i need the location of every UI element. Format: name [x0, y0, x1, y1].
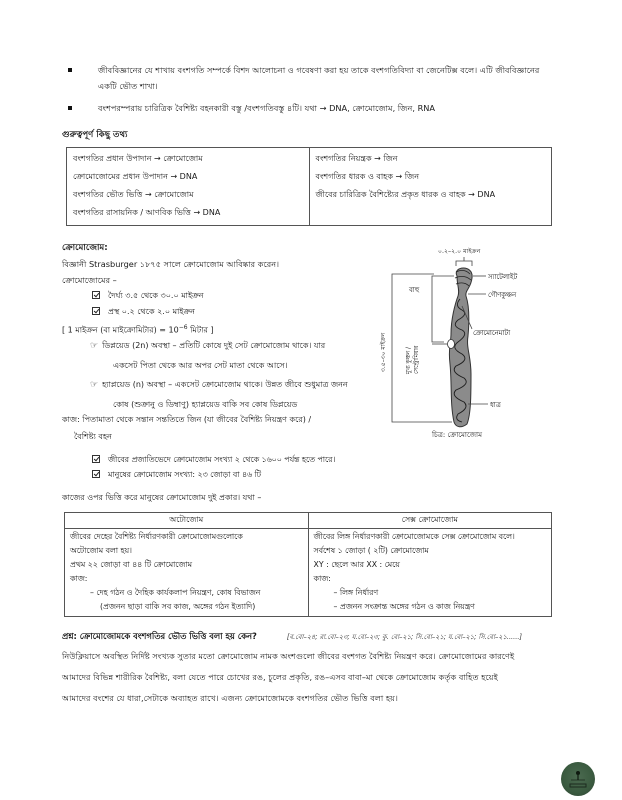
fact-item: জীবের চারিত্রিক বৈশিষ্ট্যের প্রকৃত ধারক ও বাহক → DNA	[315, 190, 496, 199]
answer-line: আমাদের বিভিন্ন শারীরিক বৈশিষ্ট্য, বলা যেতে পারে চোখের রঙ, চুলের প্রকৃতি, রঙ–এসব বাবা–মা থেকে ক্রোমোজোম কর্তৃক বাহিত হয়েই	[62, 672, 498, 682]
answer-line: আমাদের বংশের যে ধারা,সেটাকে অব্যাহত রাখে। এজন্য ক্রোমোজোমকে বংশগতির ভৌত ভিত্তি বলা হয়।	[62, 693, 398, 703]
answer-line: নিউক্লিয়াসে অবস্থিত নির্দিষ্ট সংখ্যক সুতার মতো ক্রোমোজোম নামক অংশগুলো জীবের বংশগত বৈশিষ্ট্য নিয়ন্ত্রণ করে। ক্রোমোজোমের কারণেই	[62, 651, 515, 661]
intro-bullet-list	[62, 62, 582, 116]
species-count-item	[92, 452, 335, 468]
bullet-genetics-definition	[62, 62, 582, 94]
diploid-text-cont: একসেট পিতা থেকে আর অপর সেট মাতা থেকে আসে।	[113, 361, 288, 370]
chromonema-label: ক্রোমোনেমাটা	[473, 329, 511, 337]
function-line: কাজ: পিতামাতা থেকে সন্তান সন্ততিতে জিন (যা জীবের বৈশিষ্ট্য নিয়ন্ত্রণ করে) /	[62, 415, 312, 424]
length-item	[92, 288, 204, 304]
sex-chromosome-cell	[308, 529, 552, 617]
species-count-text: জীবের প্রজাতিভেদে ক্রোমোজোম সংখ্যা ২ থেকে ১৬০০ পর্যন্ত হতে পারে।	[108, 455, 336, 464]
function-line-cont: বৈশিষ্ট্য বহন	[74, 432, 112, 441]
width-bracket	[456, 261, 472, 266]
bullet-text: একটি ভৌত শাখা।	[98, 81, 158, 91]
autosome-cell	[65, 529, 309, 617]
haploid-line	[90, 375, 380, 395]
human-count-text: মানুষের ক্রোমোজোম সংখ্যা: ২৩ জোড়া বা ৪৬ টি	[108, 470, 262, 479]
fact-item: বংশগতির ধারক ও বাহক → জিন	[315, 172, 419, 181]
facts-right-column	[309, 148, 552, 226]
chromosome-types-table	[64, 512, 552, 617]
length-bracket	[392, 274, 452, 422]
sex-chromosome-function-label: কাজ:	[313, 574, 331, 583]
chromosome-heading: ক্রোমোজোম:	[62, 243, 108, 253]
question-line	[62, 627, 582, 646]
header-sex-chromosome: সেক্স ক্রোমোজোম	[308, 513, 552, 529]
centromere-label-1: মুখ্য কুঞ্চন /	[406, 347, 412, 374]
width-item	[92, 304, 195, 320]
haploid-text-cont: কোষ (শুক্রানু ও ডিম্বাণু) হ্যাপ্লয়েড বাকি সব কোষ ডিপ্লয়েড	[113, 400, 298, 409]
pointing-hand-icon: ☞	[90, 380, 99, 390]
autosome-count: প্রথম ২২ জোড়া বা ৪৪ টি ক্রোমোজোম	[70, 560, 192, 569]
matrix-label: ধাত্র	[490, 401, 501, 409]
bullet-icon	[68, 68, 72, 72]
fact-item: বংশগতির প্রধান উপাদান → ক্রোমোজোম	[73, 154, 203, 163]
bullet-text: জীববিজ্ঞানের যে শাখায় বংশগতি সম্পর্কে বিশদ আলোচনা ও গবেষণা করা হয় তাকে বংশগতিবিদ্যা বা জেনেটিক্স বলে। এটি জীববিজ্ঞানের	[98, 65, 540, 75]
pointing-hand-icon: ☞	[90, 341, 99, 351]
fact-item: বংশগতির রাসায়নিক / আণবিক ভিত্তি → DNA	[73, 208, 221, 217]
book-lamp-icon	[561, 762, 595, 796]
autosome-function-2: (প্রজনন ছাড়া বাকি সব কাজ, অঙ্গের গঠন ইত্যাদি)	[100, 602, 256, 611]
autosome-function-label: কাজ:	[70, 574, 88, 583]
checkbox-icon	[92, 307, 100, 315]
fact-item: বংশগতির নিয়ন্ত্রক → জিন	[315, 154, 398, 163]
checkbox-icon	[92, 455, 100, 463]
bullet-icon	[68, 106, 72, 110]
micron-exponent: −6	[178, 324, 188, 331]
satellite-label: স্যাটেলাইট	[488, 273, 518, 281]
autosome-definition: জীবের দেহের বৈশিষ্ট্য নির্ধারণকারী ক্রোমোজোমগুলোকে	[70, 532, 243, 541]
sex-chromosome-xy: XY : ছেলে আর XX : মেয়ে	[313, 560, 400, 569]
length-text: দৈর্ঘ্য ৩.৫ থেকে ৩০.০ মাইক্রন	[108, 291, 204, 300]
diagram-caption: চিত্র: ক্রোমোজোম	[432, 431, 482, 439]
haploid-text: হ্যাপ্লয়েড (n) অবস্থা – একসেট ক্রোমোজোম থাকে। উন্নত জীবে শুধুমাত্র জনন	[102, 380, 348, 389]
diploid-text: ডিপ্লয়েড (2n) অবস্থা – প্রতিটি কোষে দুই সেট ক্রোমোজোম থাকে। যার	[102, 341, 326, 350]
sex-chromosome-function-2: – প্রজনন সংক্রান্ত অঙ্গের গঠন ও কাজ নিয়ন্ত্রণ	[333, 602, 475, 611]
fact-item: ক্রোমোজোমের প্রধান উপাদান → DNA	[73, 172, 198, 181]
sex-chromosome-count: সর্বশেষ ১ জোড়া ( ২টি) ক্রোমোজোম	[313, 546, 429, 555]
checkbox-icon	[92, 291, 100, 299]
question-answer	[62, 627, 582, 709]
length-label: ৩.৫–৩০ মাইক্রন	[380, 332, 387, 372]
ploidy-list	[90, 336, 380, 414]
bullet-hereditary-materials	[62, 100, 582, 116]
sex-chromosome-function-1: – লিঙ্গ নির্ধারণ	[333, 588, 379, 597]
centromere-label-2: সেন্ট্রোমিয়ার	[414, 345, 420, 374]
question-text: প্রশ্ন: ক্রোমোজোমকে বংশগতির ভৌত ভিত্তি বলা হয় কেন?	[62, 631, 257, 641]
human-count-item	[92, 467, 261, 483]
board-references: [ব.বো–২৪; রা.বো–২৩; য.বো–২৩; কু. বো–২১; সি.বো–২১; য.বো–২১; সি.বো–২১......]	[286, 633, 522, 641]
discovery-text: বিজ্ঞানী Strasburger ১৮৭৫ সালে ক্রোমোজোম আবিষ্কার করেন।	[62, 259, 280, 269]
autosome-definition-cont: অটোজোম বলা হয়।	[70, 546, 132, 555]
sex-chromosome-definition: জীবের লিঙ্গ নির্ধারণকারী ক্রোমোজোমকে সেক্স ক্রোমোজোম বলে।	[313, 532, 515, 541]
publisher-logo	[561, 762, 595, 796]
chromosome-diagram	[372, 244, 572, 440]
dimensions-intro: ক্রোমোজোমের –	[62, 275, 117, 285]
width-label: ০.২–২.০ মাইক্রন	[438, 248, 481, 255]
header-autosome: অটোজোম	[65, 513, 309, 529]
centromere	[448, 340, 455, 349]
facts-table	[66, 147, 552, 226]
bullet-text: বংশপরম্পরায় চারিত্রিক বৈশিষ্ট্য বহনকারী বস্তু /বংশগতিবস্তু ৪টি। যথা → DNA, ক্রোমোজোম, জিন, RNA	[98, 103, 435, 113]
diploid-line	[90, 336, 380, 356]
checkbox-icon	[92, 470, 100, 478]
secondary-constriction-label: গৌণকুঞ্চন	[488, 291, 517, 299]
arm-label: বাহু	[409, 286, 420, 294]
autosome-function-1: – দেহ গঠন ও দৈহিক কার্যকলাপ নিয়ন্ত্রণ, কোষ বিভাজন	[90, 588, 261, 597]
fact-item: বংশগতির ভৌত ভিত্তি → ক্রোমোজোম	[73, 190, 194, 199]
width-text: প্রস্থ ০.২ থেকে ২.০ মাইক্রন	[108, 307, 195, 316]
facts-heading: গুরুত্বপূর্ণ কিছু তথ্য	[62, 130, 128, 140]
facts-left-column	[67, 148, 310, 226]
types-intro: কাজের ওপর ভিত্তি করে মানুষের ক্রোমোজোম দুই প্রকার। যথা –	[62, 493, 262, 502]
micron-note-tail: মিটার ]	[187, 325, 214, 335]
micron-note-text: [ 1 মাইক্রন (বা মাইক্রোমিটার) = 10	[62, 325, 179, 335]
